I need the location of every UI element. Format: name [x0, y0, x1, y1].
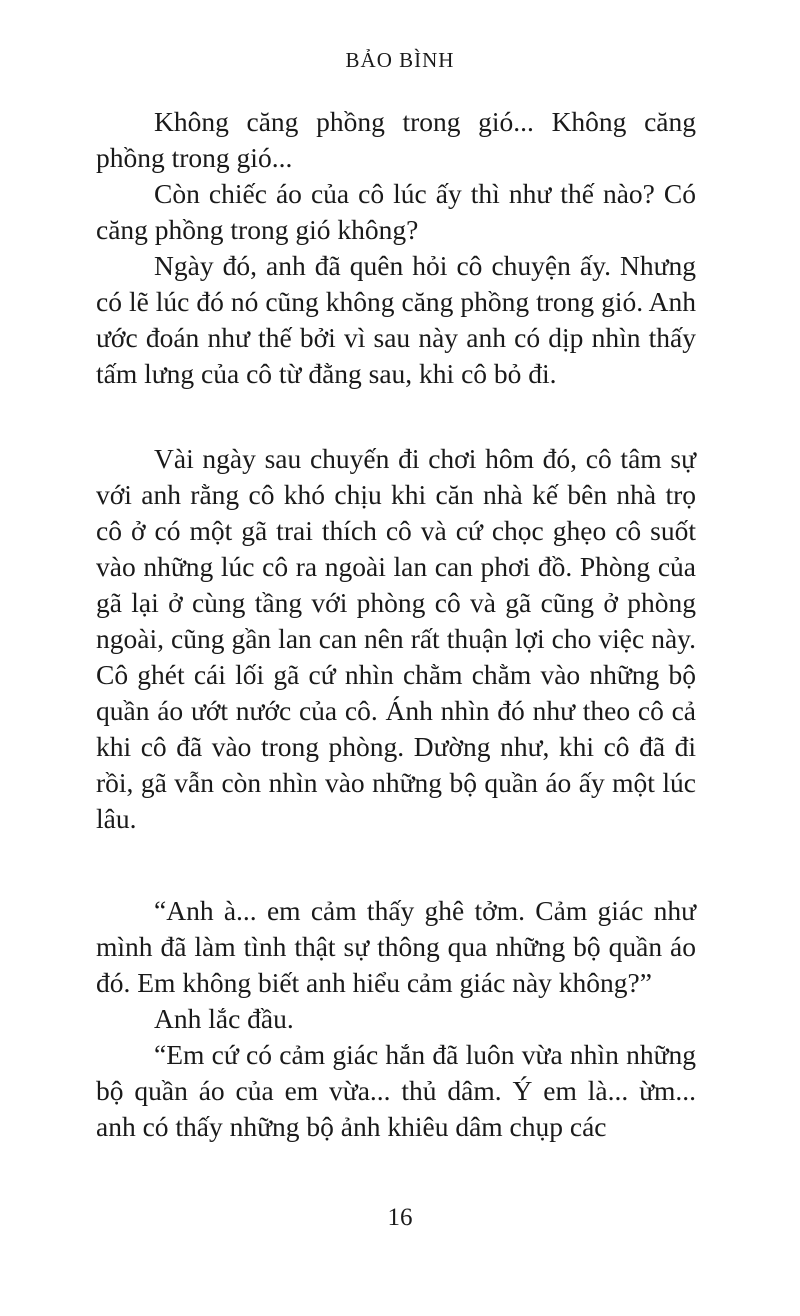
text-section-1 [96, 104, 696, 392]
paragraph: “Anh à... em cảm thấy ghê tởm. Cảm giác như mình đã làm tình thật sự thông qua những bộ quần áo đó. Em không biết anh hiểu cảm giác này không?” [96, 895, 696, 998]
paragraph: “Em cứ có cảm giác hắn đã luôn vừa nhìn những bộ quần áo của em vừa... thủ dâm. Ý em là... ừm... anh có thấy những bộ ảnh khiêu dâm chụp các [96, 1039, 696, 1142]
text-section-2 [96, 441, 696, 837]
paragraph: Vài ngày sau chuyến đi chơi hôm đó, cô tâm sự với anh rằng cô khó chịu khi căn nhà kế bên nhà trọ cô ở có một gã trai thích cô và cứ chọc ghẹo cô suốt vào những lúc cô ra ngoài lan can phơi đồ. Phòng của gã lại ở cùng tầng với phòng cô và gã cũng ở phòng ngoài, cũng gần lan can nên rất thuận lợi cho việc này. Cô ghét cái lối gã cứ nhìn chằm chằm vào những bộ quần áo ướt nước của cô. Ánh nhìn đó như theo cô cả khi cô đã vào trong phòng. Dường như, khi cô đã đi rồi, gã vẫn còn nhìn vào những bộ quần áo ấy một lúc lâu. [96, 443, 696, 834]
paragraph: Còn chiếc áo của cô lúc ấy thì như thế nào? Có căng phồng trong gió không? [96, 178, 696, 245]
text-section-3 [96, 893, 696, 1145]
paragraph: Ngày đó, anh đã quên hỏi cô chuyện ấy. Nhưng có lẽ lúc đó nó cũng không căng phồng trong gió. Anh ước đoán như thế bởi vì sau này anh có dịp nhìn thấy tấm lưng của cô từ đằng sau, khi cô bỏ đi. [96, 250, 696, 389]
page-number: 16 [387, 1204, 413, 1231]
running-header-title: BẢO BÌNH [345, 48, 455, 72]
paragraph: Không căng phồng trong gió... Không căng phồng trong gió... [96, 106, 696, 173]
paragraph: Anh lắc đầu. [154, 1003, 294, 1034]
